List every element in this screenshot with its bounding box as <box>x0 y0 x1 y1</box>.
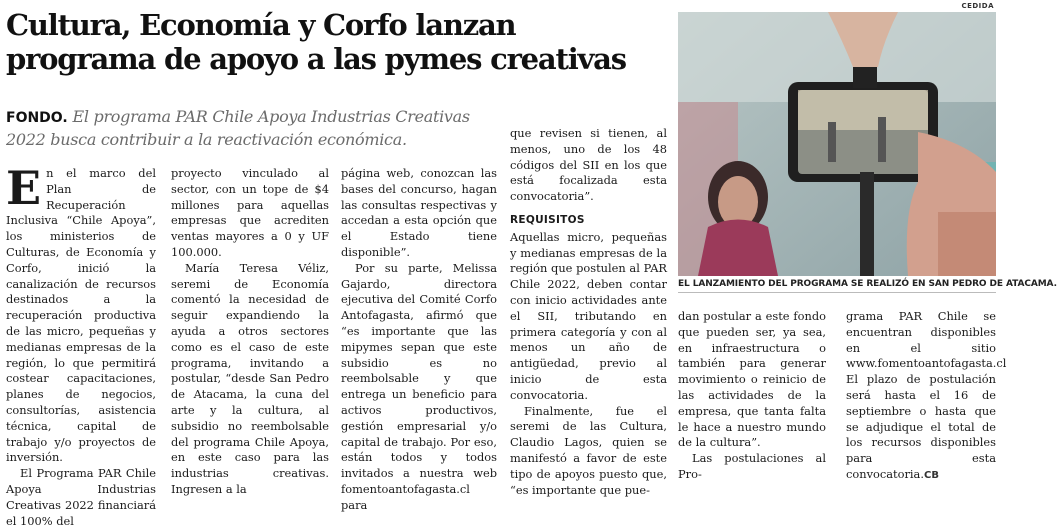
body-paragraph: Las postulaciones al Pro- <box>678 451 826 481</box>
headline-line-1: Cultura, Economía y Corfo lanzan <box>6 8 516 42</box>
lead-kicker: FONDO. <box>6 110 68 126</box>
body-paragraph: Por su parte, Melissa Gajardo, directora ejecutiva del Comité Corfo Antofagasta, afirmó que “es importante que las mipymes sepan que este subsidio es no reembolsable y que entrega un beneficio para activos productivos, gestión empresarial y/o capital de trabajo. Por eso, están todos y todos invitados a nuestra web fomentoantofagasta.cl para <box>341 260 497 512</box>
article-column-5 <box>678 309 826 483</box>
body-paragraph: María Teresa Véliz, seremi de Economía comentó la necesidad de seguir expandiendo la ayuda a otros sectores como es el caso de este programa, invitando a postular, “desde San Pedro de Atacama, la cuna del arte y la cultura, al subsidio no reembolsable del programa Chile Apoya, en este caso para las industrias creativas. Ingresen a la <box>171 260 329 496</box>
article-column-3 <box>341 166 497 514</box>
article-column-2 <box>171 166 329 498</box>
article-column-6 <box>846 309 1007 484</box>
photo-icon <box>678 12 996 276</box>
section-subhead: REQUISITOS <box>510 213 585 226</box>
body-paragraph: dan postular a este fondo que pueden ser, ya sea, en infraestructura o también para generar movimiento o reinicio de las actividades de la empresa, que tanta falta le hace a nuestro mundo de la cultura”. <box>678 309 826 450</box>
article-photo <box>678 12 996 276</box>
photo-caption: EL LANZAMIENTO DEL PROGRAMA SE REALIZÓ EN SAN PEDRO DE ATACAMA. <box>678 279 996 293</box>
body-paragraph: grama PAR Chile se encuentran disponibles en el sitio www.fomentoantofagasta.cl El plazo de postulación será hasta el 16 de septiembre o hasta que se adjudique el total de los recursos disponibles para esta convocatoria. <box>846 309 1007 481</box>
article-column-4 <box>510 126 667 498</box>
body-paragraph: Finalmente, fue el seremi de las Cultura, Claudio Lagos, quien se manifestó a favor de este tipo de apoyos puesto que, “es importante que pue- <box>510 403 667 497</box>
lead-text: El programa PAR Chile Apoya Industrias Creativas 2022 busca contribuir a la reactivación económica. <box>6 107 470 149</box>
headline <box>6 8 666 76</box>
article-column-1 <box>6 161 156 529</box>
body-paragraph: proyecto vinculado al sector, con un tope de $4 millones para aquellas empresas que acrediten ventas mayores a 0 y UF 100.000. <box>171 166 329 259</box>
end-mark: CB <box>923 469 939 481</box>
body-paragraph: página web, conozcan las bases del concurso, hagan las consultas respectivas y accedan a esta opción que el Estado tiene disponible”. <box>341 166 497 259</box>
body-paragraph: El Programa PAR Chile Apoya Industrias Creativas 2022 financiará el 100% del <box>6 466 156 528</box>
photo-credit: CEDIDA <box>961 2 994 10</box>
dropcap: E <box>6 161 42 215</box>
body-paragraph: que revisen si tienen, al menos, uno de los 48 códigos del SII en los que está focalizada esta convocatoria”. <box>510 126 667 204</box>
body-paragraph: Aquellas micro, pequeñas y medianas empresas de la región que postulen al PAR Chile 2022, deben contar con inicio actividades ante el SII, tributando en primera categoría y con al menos un año de antigüedad, previo al inicio de esta convocatoria. <box>510 229 667 402</box>
headline-line-2: programa de apoyo a las pymes creativas <box>6 42 626 76</box>
lead-paragraph <box>6 106 506 150</box>
body-paragraph: n el marco del Plan de Recuperación Inclusiva “Chile Apoya”, los ministerios de Culturas, de Economía y Corfo, inició la canalización de recursos destinados a la recuperación productiva de las micro, pequeñas y medianas empresas de la región, lo que permitirá costear capacitaciones, planes de negocios, consultorías, asistencia técnica, capital de trabajo y/o proyectos de inversión. <box>6 166 156 465</box>
